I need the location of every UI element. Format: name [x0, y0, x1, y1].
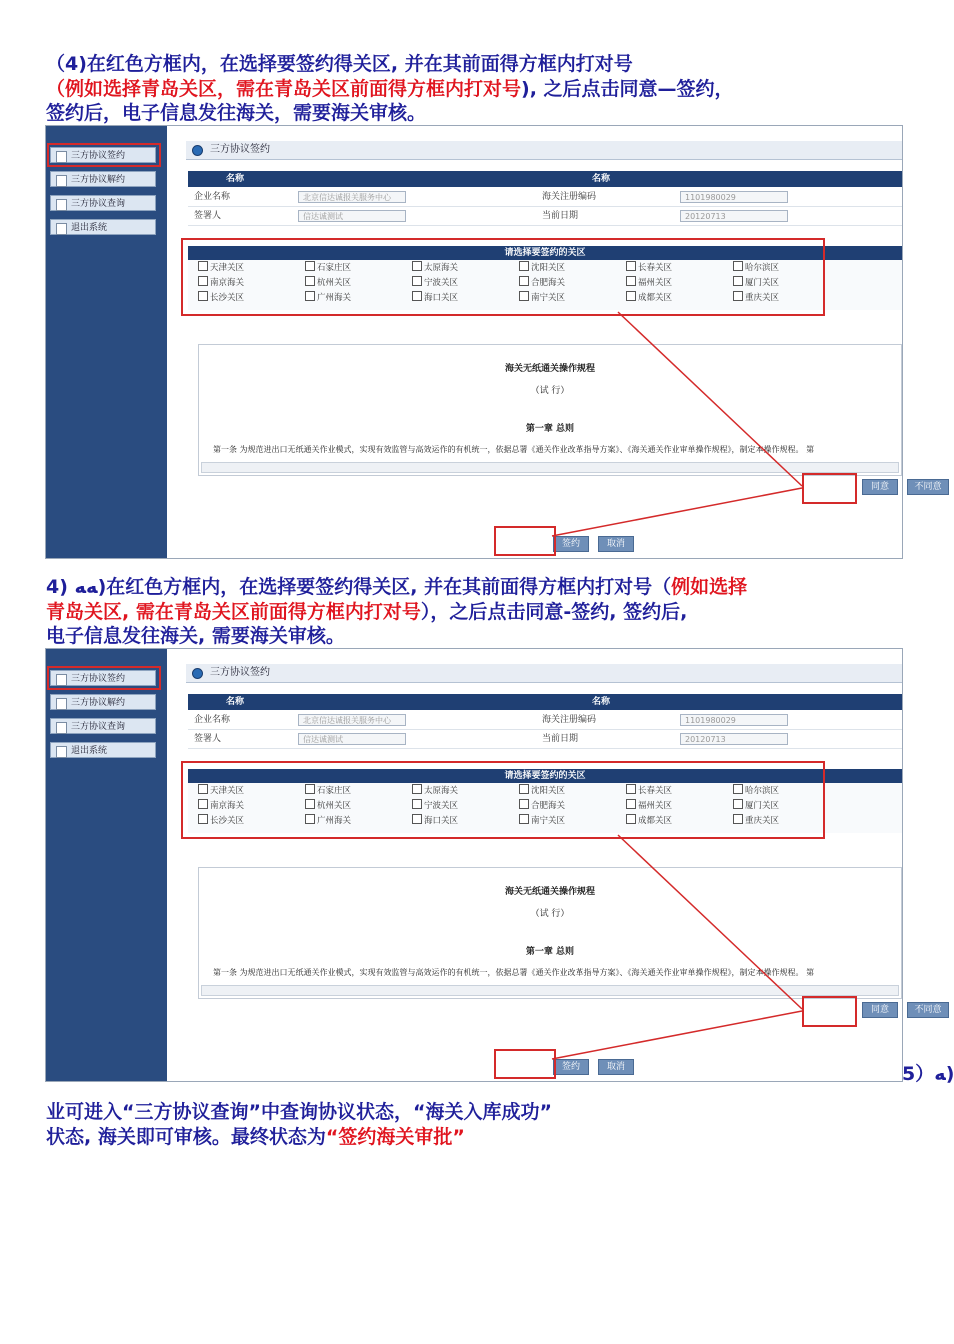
- customs-code-label: 海关注册编码: [542, 192, 597, 202]
- customs-code-field[interactable]: 1101980029: [680, 714, 788, 726]
- signer-field[interactable]: 信达诚测试: [298, 210, 406, 222]
- customs-label: 福州关区: [638, 278, 673, 288]
- customs-label: 沈阳关区: [531, 786, 566, 796]
- agree-button[interactable]: 同意: [862, 479, 898, 495]
- sidebar-item-label: 三方协议解约: [71, 698, 126, 708]
- customs-label: 福州关区: [638, 801, 673, 811]
- document-chapter: 第一章 总则: [525, 947, 575, 957]
- customs-label: 南宁关区: [531, 816, 566, 826]
- disagree-button[interactable]: 不同意: [907, 1002, 949, 1018]
- column-header: 名称: [226, 697, 245, 707]
- customs-label: 合肥海关: [531, 801, 566, 811]
- para3-text: 状态, 海关即可审核。最终状态为: [46, 1125, 326, 1148]
- customs-label: 长春关区: [638, 786, 673, 796]
- date-label: 当前日期: [542, 734, 579, 744]
- signer-field[interactable]: 信达诚测试: [298, 733, 406, 745]
- customs-label: 长沙关区: [210, 816, 245, 826]
- customs-label: 南宁关区: [531, 293, 566, 303]
- column-header: 名称: [226, 174, 245, 184]
- arrow-lines: [46, 126, 902, 558]
- para2-text: 4) ﻿ﻪﻪ)在红色方框内，在选择要签约得关区, 并在其前面得方框内打对号（: [46, 576, 672, 598]
- para3-red-text: “签约海关审批”: [325, 1125, 465, 1148]
- customs-label: 沈阳关区: [531, 263, 566, 273]
- customs-selection-header: 请选择要签约的关区: [188, 769, 902, 783]
- para2-line3: 电子信息发往海关, 需要海关审核。: [46, 625, 345, 647]
- customs-label: 太原海关: [424, 263, 459, 273]
- para2-line2: [46, 600, 906, 625]
- column-header: 名称: [592, 697, 611, 707]
- customs-label: 太原海关: [424, 786, 459, 796]
- date-field[interactable]: 20120713: [680, 210, 788, 222]
- page-title: 三方协议签约: [210, 667, 270, 678]
- para1-line1: （4)在红色方框内，在选择要签约得关区, 并在其前面得方框内打对号: [46, 53, 633, 75]
- customs-label: 南京海关: [210, 278, 245, 288]
- customs-label: 杭州关区: [317, 801, 352, 811]
- customs-label: 长沙关区: [210, 293, 245, 303]
- paragraph-step4-a: [46, 52, 906, 126]
- document-chapter: 第一章 总则: [525, 424, 575, 434]
- date-label: 当前日期: [542, 211, 579, 221]
- agree-button[interactable]: 同意: [862, 1002, 898, 1018]
- para2-red-text: 例如选择: [671, 576, 748, 598]
- customs-label: 厦门关区: [745, 801, 780, 811]
- para1-line2-rest: ), 之后点击同意—签约，: [521, 77, 734, 100]
- customs-label: 重庆关区: [745, 816, 780, 826]
- document-subtitle: （试 行）: [530, 386, 570, 396]
- document-subtitle: （试 行）: [530, 909, 570, 919]
- para2-text-2: ），之后点击同意-签约, 签约后,: [420, 600, 688, 623]
- customs-label: 石家庄区: [317, 263, 352, 273]
- customs-label: 杭州关区: [317, 278, 352, 288]
- customs-label: 海口关区: [424, 293, 459, 303]
- sidebar-item-label: 三方协议解约: [71, 175, 126, 185]
- date-field[interactable]: 20120713: [680, 733, 788, 745]
- customs-label: 天津关区: [210, 786, 245, 796]
- document-title: 海关无纸通关操作规程: [504, 364, 595, 374]
- disagree-button[interactable]: 不同意: [907, 479, 949, 495]
- para2-line1: [46, 575, 906, 600]
- customs-label: 宁波关区: [424, 801, 459, 811]
- customs-label: 海口关区: [424, 816, 459, 826]
- page-title: 三方协议签约: [210, 144, 270, 155]
- arrow-lines: [46, 649, 902, 1081]
- para1-line3: 签约后，电子信息发往海关，需要海关审核。: [46, 102, 427, 124]
- customs-label: 宁波关区: [424, 278, 459, 288]
- customs-label: 天津关区: [210, 263, 245, 273]
- step5-marker: 5）ﻪ): [902, 1063, 954, 1085]
- customs-label: 石家庄区: [317, 786, 352, 796]
- column-header: 名称: [592, 174, 611, 184]
- customs-label: 厦门关区: [745, 278, 780, 288]
- customs-label: 长春关区: [638, 263, 673, 273]
- cancel-button[interactable]: 取消: [598, 1059, 634, 1075]
- sidebar-item-label: 三方协议查询: [71, 722, 126, 732]
- customs-label: 重庆关区: [745, 293, 780, 303]
- paragraph-step4-b: [46, 575, 906, 649]
- company-label: 企业名称: [194, 715, 231, 725]
- sidebar-item-label: 三方协议签约: [71, 674, 126, 684]
- screenshot-sign-page-1: [45, 125, 942, 559]
- company-label: 企业名称: [194, 192, 231, 202]
- signer-label: 签署人: [194, 211, 222, 221]
- company-name-field[interactable]: 北京信达诚报关服务中心: [298, 191, 406, 203]
- customs-label: 成都关区: [638, 816, 673, 826]
- customs-label: 广州海关: [317, 293, 352, 303]
- customs-label: 哈尔滨区: [745, 786, 780, 796]
- customs-label: 合肥海关: [531, 278, 566, 288]
- customs-label: 南京海关: [210, 801, 245, 811]
- customs-code-field[interactable]: 1101980029: [680, 191, 788, 203]
- customs-label: 广州海关: [317, 816, 352, 826]
- document-title: 海关无纸通关操作规程: [504, 887, 595, 897]
- para1-red-text: （例如选择青岛关区，需在青岛关区前面得方框内打对号: [46, 77, 522, 100]
- para2-red-text-2: 青岛关区, 需在青岛关区前面得方框内打对号: [46, 600, 421, 623]
- sidebar-item-label: 三方协议查询: [71, 199, 126, 209]
- sign-button[interactable]: 签约: [553, 1059, 589, 1075]
- sidebar-item-label: 退出系统: [71, 746, 108, 756]
- para3-line1: 业可进入“三方协议查询”中查询协议状态，“海关入库成功”: [46, 1101, 552, 1123]
- customs-label: 成都关区: [638, 293, 673, 303]
- customs-selection-header: 请选择要签约的关区: [188, 246, 902, 260]
- customs-label: 哈尔滨区: [745, 263, 780, 273]
- para1-line2: [46, 77, 906, 102]
- document-text: 第一条 为规范进出口无纸通关作业模式，实现有效监管与高效运作的有机统一，依据总署《通关作业改革指导方案》、《海关通关作业审单操作规程》，制定本操作规程。 第: [213, 968, 815, 977]
- customs-code-label: 海关注册编码: [542, 715, 597, 725]
- paragraph-step5: [46, 1100, 906, 1149]
- cancel-button[interactable]: 取消: [598, 536, 634, 552]
- sign-button[interactable]: 签约: [553, 536, 589, 552]
- sidebar-item-label: 退出系统: [71, 223, 108, 233]
- sidebar-item-label: 三方协议签约: [71, 151, 126, 161]
- signer-label: 签署人: [194, 734, 222, 744]
- para3-line2: [46, 1125, 906, 1150]
- company-name-field[interactable]: 北京信达诚报关服务中心: [298, 714, 406, 726]
- document-text: 第一条 为规范进出口无纸通关作业模式，实现有效监管与高效运作的有机统一，依据总署《通关作业改革指导方案》、《海关通关作业审单操作规程》，制定本操作规程。 第: [213, 445, 815, 454]
